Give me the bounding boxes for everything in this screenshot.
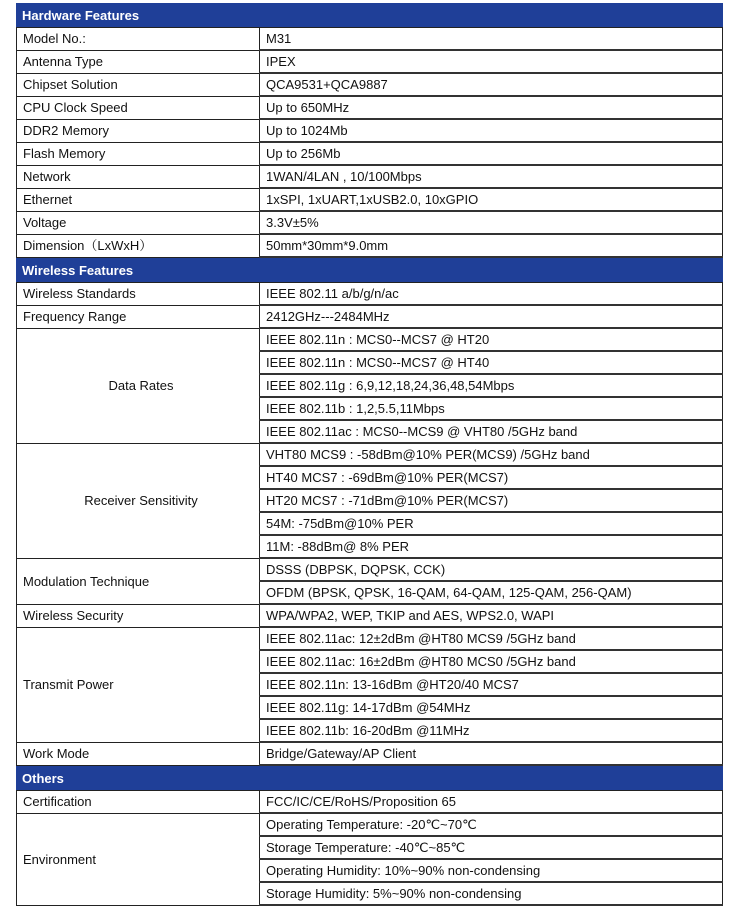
table-row <box>17 627 723 650</box>
spec-value: Operating Temperature: -20℃~70℃ <box>260 813 723 836</box>
spec-label: Work Mode <box>17 742 260 765</box>
spec-value: IEEE 802.11g : 6,9,12,18,24,36,48,54Mbps <box>260 374 723 397</box>
table-row <box>17 188 723 211</box>
table-row <box>17 119 723 142</box>
spec-value: IEEE 802.11b : 1,2,5.5,11Mbps <box>260 397 723 420</box>
spec-value: IEEE 802.11n : MCS0--MCS7 @ HT20 <box>260 328 723 351</box>
spec-label: Chipset Solution <box>17 73 260 96</box>
table-row <box>17 73 723 96</box>
spec-value: HT20 MCS7 : -71dBm@10% PER(MCS7) <box>260 489 723 512</box>
spec-value: IPEX <box>260 50 723 73</box>
spec-value: IEEE 802.11n : MCS0--MCS7 @ HT40 <box>260 351 723 374</box>
spec-value: IEEE 802.11ac: 16±2dBm @HT80 MCS0 /5GHz band <box>260 650 723 673</box>
spec-value: 54M: -75dBm@10% PER <box>260 512 723 535</box>
spec-label: Network <box>17 165 260 188</box>
spec-value: DSSS (DBPSK, DQPSK, CCK) <box>260 558 723 581</box>
spec-value: QCA9531+QCA9887 <box>260 73 723 96</box>
spec-label: Transmit Power <box>17 627 260 742</box>
spec-label: Certification <box>17 791 260 814</box>
spec-value: 1WAN/4LAN , 10/100Mbps <box>260 165 723 188</box>
table-row <box>17 558 723 581</box>
spec-value: FCC/IC/CE/RoHS/Proposition 65 <box>260 791 723 814</box>
spec-value: Operating Humidity: 10%~90% non-condensing <box>260 859 723 882</box>
table-row <box>17 28 723 51</box>
table-row <box>17 328 723 351</box>
spec-label: Antenna Type <box>17 50 260 73</box>
table-row <box>17 813 723 836</box>
spec-value: VHT80 MCS9 : -58dBm@10% PER(MCS9) /5GHz band <box>260 443 723 466</box>
spec-value: 1xSPI, 1xUART,1xUSB2.0, 10xGPIO <box>260 188 723 211</box>
spec-label: Receiver Sensitivity <box>17 443 260 558</box>
table-row <box>17 604 723 627</box>
table-row <box>17 283 723 306</box>
spec-value: 3.3V±5% <box>260 211 723 234</box>
spec-label: Data Rates <box>17 328 260 443</box>
spec-value: IEEE 802.11b: 16-20dBm @11MHz <box>260 719 723 742</box>
section-header-hardware-features: Hardware Features <box>16 3 723 27</box>
spec-value: IEEE 802.11ac : MCS0--MCS9 @ VHT80 /5GHz band <box>260 420 723 443</box>
table-row <box>17 234 723 257</box>
table-row <box>17 142 723 165</box>
spec-table-hardware-features <box>16 27 723 258</box>
spec-label: Dimension（LxWxH） <box>17 234 260 257</box>
section-header-others: Others <box>16 766 723 790</box>
table-row <box>17 742 723 765</box>
table-row <box>17 443 723 466</box>
spec-label: DDR2 Memory <box>17 119 260 142</box>
section-header-wireless-features: Wireless Features <box>16 258 723 282</box>
table-row <box>17 305 723 328</box>
table-row <box>17 791 723 814</box>
spec-value: 11M: -88dBm@ 8% PER <box>260 535 723 558</box>
spec-value: M31 <box>260 28 723 51</box>
spec-label: Wireless Security <box>17 604 260 627</box>
spec-label: Frequency Range <box>17 305 260 328</box>
spec-label: Wireless Standards <box>17 283 260 306</box>
spec-value: Storage Temperature: -40℃~85℃ <box>260 836 723 859</box>
spec-label: Environment <box>17 813 260 905</box>
spec-value: IEEE 802.11ac: 12±2dBm @HT80 MCS9 /5GHz band <box>260 627 723 650</box>
spec-table-wireless-features <box>16 282 723 766</box>
spec-value: 50mm*30mm*9.0mm <box>260 234 723 257</box>
table-row <box>17 50 723 73</box>
spec-table-others <box>16 790 723 906</box>
spec-value: IEEE 802.11n: 13-16dBm @HT20/40 MCS7 <box>260 673 723 696</box>
spec-value: Bridge/Gateway/AP Client <box>260 742 723 765</box>
spec-label: Ethernet <box>17 188 260 211</box>
spec-value: IEEE 802.11g: 14-17dBm @54MHz <box>260 696 723 719</box>
spec-value: Up to 1024Mb <box>260 119 723 142</box>
spec-value: Storage Humidity: 5%~90% non-condensing <box>260 882 723 905</box>
table-row <box>17 165 723 188</box>
spec-value: WPA/WPA2, WEP, TKIP and AES, WPS2.0, WAPI <box>260 604 723 627</box>
spec-value: HT40 MCS7 : -69dBm@10% PER(MCS7) <box>260 466 723 489</box>
spec-value: IEEE 802.11 a/b/g/n/ac <box>260 283 723 306</box>
spec-label: Modulation Technique <box>17 558 260 604</box>
table-row <box>17 96 723 119</box>
spec-value: Up to 256Mb <box>260 142 723 165</box>
spec-label: CPU Clock Speed <box>17 96 260 119</box>
table-row <box>17 211 723 234</box>
spec-sheet <box>16 3 723 906</box>
spec-value: OFDM (BPSK, QPSK, 16-QAM, 64-QAM, 125-QAM, 256-QAM) <box>260 581 723 604</box>
spec-label: Model No.: <box>17 28 260 51</box>
spec-value: 2412GHz---2484MHz <box>260 305 723 328</box>
spec-label: Flash Memory <box>17 142 260 165</box>
spec-label: Voltage <box>17 211 260 234</box>
spec-value: Up to 650MHz <box>260 96 723 119</box>
